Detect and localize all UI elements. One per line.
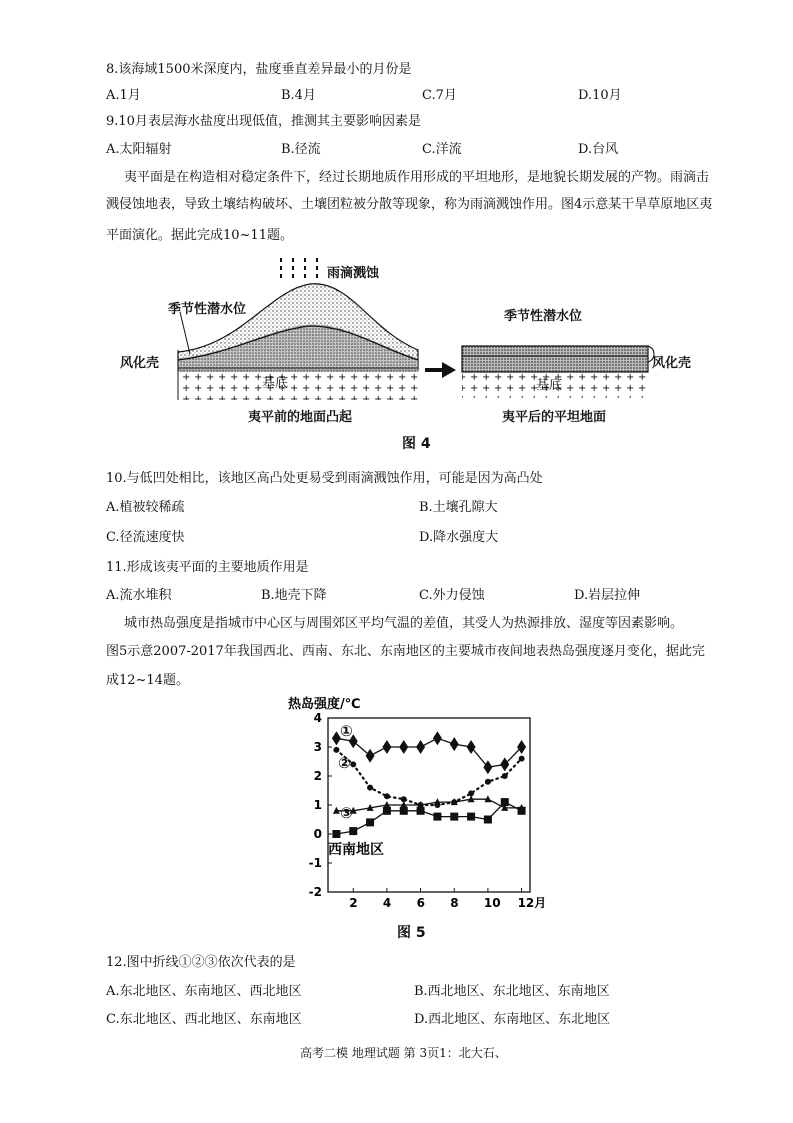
series-2-point-3 <box>367 785 373 791</box>
q11-option-d[interactable]: D.岩层拉伸 <box>574 588 641 603</box>
series-4-point-3 <box>366 818 374 826</box>
q10-option-d[interactable]: D.降水强度大 <box>419 530 499 545</box>
rain-drops <box>280 258 318 278</box>
q10-option-b[interactable]: B.土壤孔隙大 <box>419 500 498 515</box>
figure-4-rain-label: 雨滴溅蚀 <box>327 266 380 281</box>
passage-2-line-1: 城市热岛强度是指城市中心区与周围郊区平均气温的差值，其受人为热源排放、湿度等因素影响。 <box>124 616 684 631</box>
q8-option-a[interactable]: A.1月 <box>106 88 141 103</box>
figure-4-right-weathering-label: 风化壳 <box>652 356 692 371</box>
figure-5-chart <box>280 692 550 917</box>
figure-4-right-water-label: 季节性潜水位 <box>504 309 583 324</box>
x-tick-label: 4 <box>382 896 392 910</box>
figure-4-right-caption: 夷平后的平坦地面 <box>502 410 607 425</box>
series-annotation-southwest: 西南地区 <box>328 842 384 858</box>
q12-option-c[interactable]: C.东北地区、西北地区、东南地区 <box>106 1012 302 1027</box>
series-1-point-9 <box>467 740 476 754</box>
series-4-point-12 <box>518 807 526 815</box>
y-tick-label: 3 <box>313 740 322 754</box>
series-line-4 <box>336 802 521 834</box>
y-tick-label: -2 <box>308 885 322 899</box>
q10-option-a[interactable]: A.植被较稀疏 <box>106 500 185 515</box>
page-footer: 高考二模 地理试题 第 3页1：北大石、 <box>300 1046 507 1060</box>
question-12-stem: 12.图中折线①②③依次代表的是 <box>106 955 296 970</box>
q8-option-b[interactable]: B.4月 <box>281 88 316 103</box>
passage-1-line-1: 夷平面是在构造相对稳定条件下，经过长期地质作用形成的平坦地形，是地貌长期发展的产物。雨滴击 <box>124 170 710 185</box>
q10-option-c[interactable]: C.径流速度快 <box>106 530 185 545</box>
y-tick-label: 1 <box>313 798 322 812</box>
q8-option-d[interactable]: D.10月 <box>578 88 622 103</box>
figure-4-left-caption: 夷平前的地面凸起 <box>248 410 353 425</box>
question-8-stem: 8.该海域1500米深度内，盐度垂直差异最小的月份是 <box>106 62 412 77</box>
series-1-point-10 <box>483 760 492 774</box>
series-2-point-10 <box>485 779 491 785</box>
passage-2-line-3: 成12~14题。 <box>106 673 189 688</box>
figure-4-right-base-label: 基底 <box>536 378 563 393</box>
figure-4-left-water-label: 季节性潜水位 <box>168 302 247 317</box>
series-4-point-4 <box>383 807 391 815</box>
left-base-layer <box>178 368 418 400</box>
figure-4-left-base-label: 基底 <box>262 376 289 391</box>
question-10-stem: 10.与低凹处相比，该地区高凸处更易受到雨滴溅蚀作用，可能是因为高凸处 <box>106 471 543 486</box>
passage-1-line-2: 溅侵蚀地表，导致土壤结构破坏、土壤团粒被分散等现象，称为雨滴溅蚀作用。图4示意某干旱草原地区夷 <box>106 197 713 212</box>
question-11-stem: 11.形成该夷平面的主要地质作用是 <box>106 560 309 575</box>
series-4-point-5 <box>400 807 408 815</box>
figure-5-caption: 图 5 <box>397 925 426 941</box>
q9-option-b[interactable]: B.径流 <box>281 142 321 157</box>
q11-option-c[interactable]: C.外力侵蚀 <box>419 588 485 603</box>
series-2-point-12 <box>519 756 525 762</box>
series-1-point-3 <box>366 749 375 763</box>
q9-option-a[interactable]: A.太阳辐射 <box>106 142 172 157</box>
series-line-3 <box>336 799 521 811</box>
q9-option-c[interactable]: C.洋流 <box>422 142 462 157</box>
series-4-point-10 <box>484 816 492 824</box>
passage-2-line-2: 图5示意2007-2017年我国西北、西南、东北、东南地区的主要城市夜间地表热岛强度逐月变化，据此完 <box>106 644 705 659</box>
series-1-point-11 <box>500 757 509 771</box>
series-line-2 <box>336 750 521 805</box>
series-4-point-8 <box>450 813 458 821</box>
series-4-point-9 <box>467 813 475 821</box>
series-label-1: ① <box>340 722 353 740</box>
series-4-point-2 <box>349 827 357 835</box>
y-tick-label: 0 <box>313 827 322 841</box>
series-1-point-4 <box>382 740 391 754</box>
series-4-point-11 <box>501 798 509 806</box>
figure-4-caption: 图 4 <box>402 436 431 452</box>
series-2-point-11 <box>502 773 508 779</box>
question-9-stem: 9.10月表层海水盐度出现低值，推测其主要影响因素是 <box>106 114 421 129</box>
series-2-point-2 <box>350 761 356 767</box>
series-1-point-7 <box>433 731 442 745</box>
y-tick-label: -1 <box>308 856 322 870</box>
series-2-point-4 <box>384 793 390 799</box>
figure-4-diagram <box>120 250 700 430</box>
q11-option-b[interactable]: B.地壳下降 <box>261 588 327 603</box>
series-label-2: ② <box>338 754 351 772</box>
x-tick-label: 6 <box>416 896 425 910</box>
q12-option-a[interactable]: A.东北地区、东南地区、西北地区 <box>106 984 302 999</box>
y-tick-label: 2 <box>313 769 322 783</box>
series-1-point-12 <box>517 740 526 754</box>
y-axis-label: 热岛强度/℃ <box>288 697 361 712</box>
series-1-point-5 <box>399 740 408 754</box>
q12-option-d[interactable]: D.西北地区、东南地区、东北地区 <box>414 1012 611 1027</box>
figure-4-left-weathering-label: 风化壳 <box>120 356 160 371</box>
series-label-3: ③ <box>340 804 353 822</box>
q8-option-c[interactable]: C.7月 <box>422 88 457 103</box>
passage-1-line-3: 平面演化。据此完成10~11题。 <box>106 228 293 243</box>
series-1-point-6 <box>416 740 425 754</box>
q12-option-b[interactable]: B.西北地区、东北地区、东南地区 <box>414 984 610 999</box>
x-tick-label: 12月 <box>517 896 547 910</box>
y-tick-label: 4 <box>313 711 322 725</box>
x-tick-label: 2 <box>349 896 358 910</box>
x-tick-label: 10 <box>483 896 501 910</box>
x-tick-label: 8 <box>450 896 459 910</box>
transition-arrow <box>442 362 456 378</box>
series-line-1 <box>336 738 521 767</box>
q11-option-a[interactable]: A.流水堆积 <box>106 588 172 603</box>
series-2-point-1 <box>333 747 339 753</box>
series-4-point-1 <box>332 830 340 838</box>
series-4-point-7 <box>433 813 441 821</box>
series-4-point-6 <box>417 807 425 815</box>
q9-option-d[interactable]: D.台风 <box>578 142 619 157</box>
series-1-point-8 <box>450 737 459 751</box>
right-weathering-crust <box>462 346 648 372</box>
